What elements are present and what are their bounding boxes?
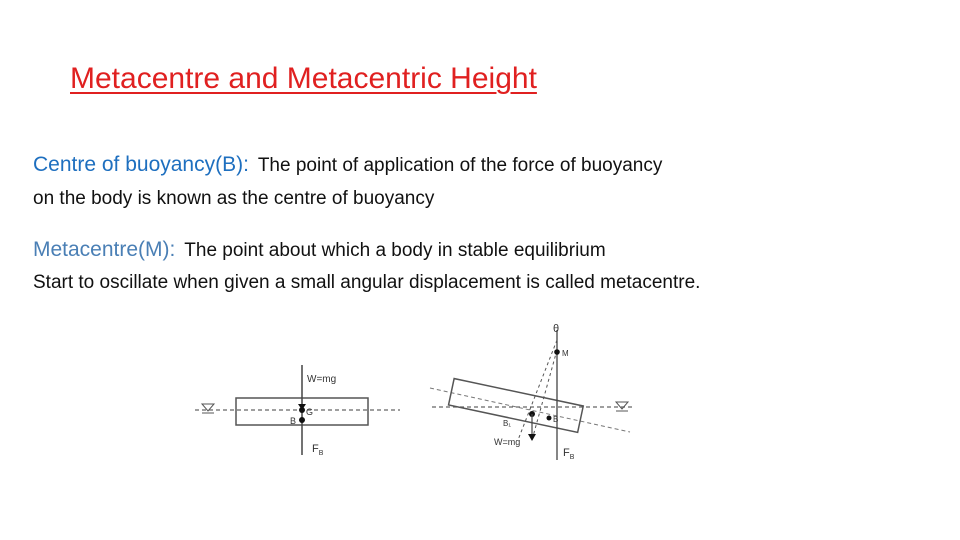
water-surface-icon-right <box>616 402 628 409</box>
page-title: Metacentre and Metacentric Height <box>70 62 537 95</box>
b-label-right: B <box>553 415 559 424</box>
theta-label: θ <box>553 323 560 335</box>
floating-body-heeled <box>449 379 584 433</box>
metacentre-text-2: Start to oscillate when given a small angular displacement is called metacentre. <box>33 272 701 293</box>
b-label-left: B <box>290 416 297 426</box>
weight-label-left: W=mg <box>307 374 337 385</box>
b-point <box>299 417 305 423</box>
m-label: M <box>562 349 569 358</box>
metacentre-term: Metacentre(M): <box>33 238 176 261</box>
m-point <box>554 349 560 355</box>
buoyancy-text-2: on the body is known as the centre of buoyancy <box>33 188 435 209</box>
fb-label-left: $F_B$ <box>312 443 324 457</box>
fb-label-right: $F_B$ <box>563 447 575 461</box>
metacentre-text-1: The point about which a body in stable equilibrium <box>184 240 606 261</box>
tilted-axis <box>518 340 557 440</box>
heeled-body-diagram <box>430 323 632 461</box>
buoyancy-text-1: The point of application of the force of buoyancy <box>257 155 663 176</box>
weight-label-right: W=mg <box>494 437 521 447</box>
b-point-right <box>547 416 552 421</box>
buoyancy-term: Centre of buoyancy(B): <box>33 153 249 176</box>
g-label: G <box>306 407 314 417</box>
upright-body-diagram <box>195 365 400 457</box>
b1-label: B₁ <box>503 419 512 428</box>
